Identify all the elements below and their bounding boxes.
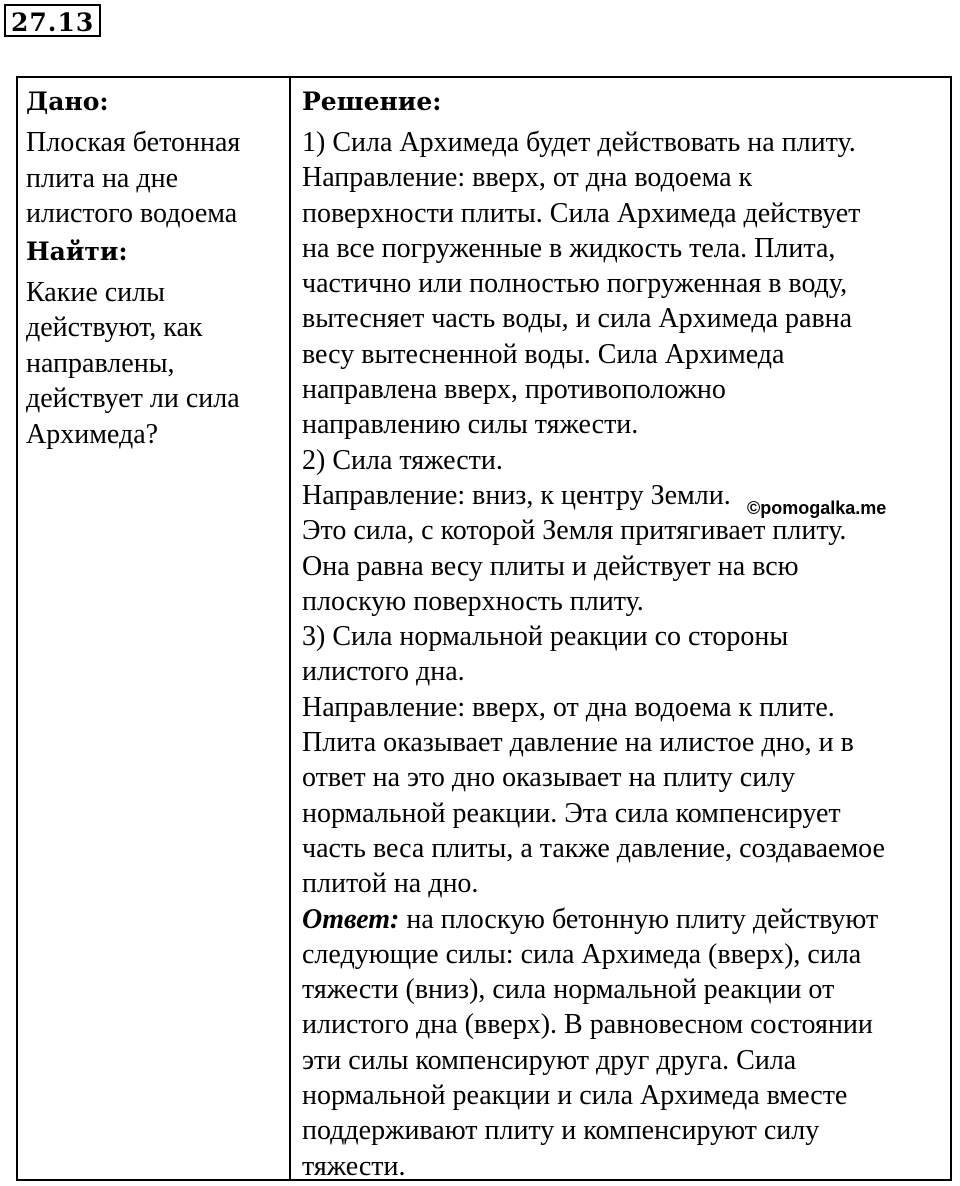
solution-line: ответ на это дно оказывает на плиту силу: [302, 762, 796, 794]
answer-line: илистого дна (вверх). В равновесном состоянии: [302, 1009, 873, 1041]
solution-line: плоскую поверхность плиту.: [302, 585, 644, 617]
given-column: [18, 78, 291, 1179]
solution-line: нормальной реакции. Эта сила компенсирует: [302, 797, 841, 829]
solution-line: 1) Сила Архимеда будет действовать на плиту.: [302, 127, 856, 158]
answer-label: Ответ:: [302, 903, 400, 935]
answer-first-line: [302, 902, 950, 937]
given-line: илистого водоема: [26, 198, 238, 229]
given-heading: Дано:: [26, 87, 109, 116]
find-heading: Найти:: [26, 236, 128, 266]
answer-line: нормальной реакции и сила Архимеда вместе: [302, 1080, 848, 1112]
solution-line: 3) Сила нормальной реакции со стороны: [302, 621, 789, 653]
given-text: [26, 125, 289, 232]
solution-column: [291, 78, 950, 1182]
solution-line: направлению силы тяжести.: [302, 409, 639, 441]
solution-table: [16, 76, 952, 1181]
solution-line: Это сила, с которой Земля притягивает плиту.: [302, 515, 847, 547]
solution-heading: Решение:: [302, 87, 442, 116]
solution-body: [302, 125, 950, 1184]
find-line: действуют, как: [26, 312, 203, 343]
find-line: направлены,: [26, 347, 175, 379]
answer-line: поддерживают плиту и компенсируют силу: [302, 1115, 820, 1147]
find-line: Архимеда?: [26, 418, 159, 450]
find-line: действует ли сила: [26, 383, 240, 414]
find-line: Какие силы: [26, 276, 165, 308]
find-text: [26, 275, 289, 453]
answer-line: тяжести.: [302, 1150, 406, 1182]
solution-line: 2) Сила тяжести.: [302, 444, 503, 476]
answer-line: следующие силы: сила Архимеда (вверх), сила: [302, 938, 862, 970]
watermark: ©pomogalka.me: [747, 498, 887, 518]
given-line: плита на дне: [26, 162, 179, 194]
solution-line: Она равна весу плиты и действует на всю: [302, 550, 799, 582]
solution-line: часть веса плиты, а также давление, создаваемое: [302, 832, 885, 864]
solution-line: направлена вверх, противоположно: [302, 374, 726, 406]
solution-line: Плита оказывает давление на илистое дно, и в: [302, 727, 854, 759]
solution-line: плитой на дно.: [302, 868, 479, 900]
solution-line: вытесняет часть воды, и сила Архимеда равна: [302, 303, 853, 335]
given-line: Плоская бетонная: [26, 127, 241, 158]
answer-line: тяжести (вниз), сила нормальной реакции от: [302, 974, 835, 1006]
solution-line: Направление: вверх, от дна водоема к плите.: [302, 691, 835, 723]
solution-line: Направление: вверх, от дна водоема к: [302, 162, 753, 194]
solution-line: Направление: вниз, к центру Земли.: [302, 479, 731, 511]
solution-line: поверхности плиты. Сила Архимеда действует: [302, 197, 861, 229]
solution-line: на все погруженные в жидкость тела. Плита,: [302, 232, 836, 264]
solution-line: частично или полностью погруженная в воду,: [302, 268, 848, 300]
solution-line: илистого дна.: [302, 656, 465, 688]
answer-line: эти силы компенсируют друг друга. Сила: [302, 1044, 797, 1076]
solution-line: весу вытесненной воды. Сила Архимеда: [302, 338, 785, 370]
problem-number: 27.13: [4, 4, 101, 37]
answer-text: на плоскую бетонную плиту действуют: [399, 903, 879, 935]
